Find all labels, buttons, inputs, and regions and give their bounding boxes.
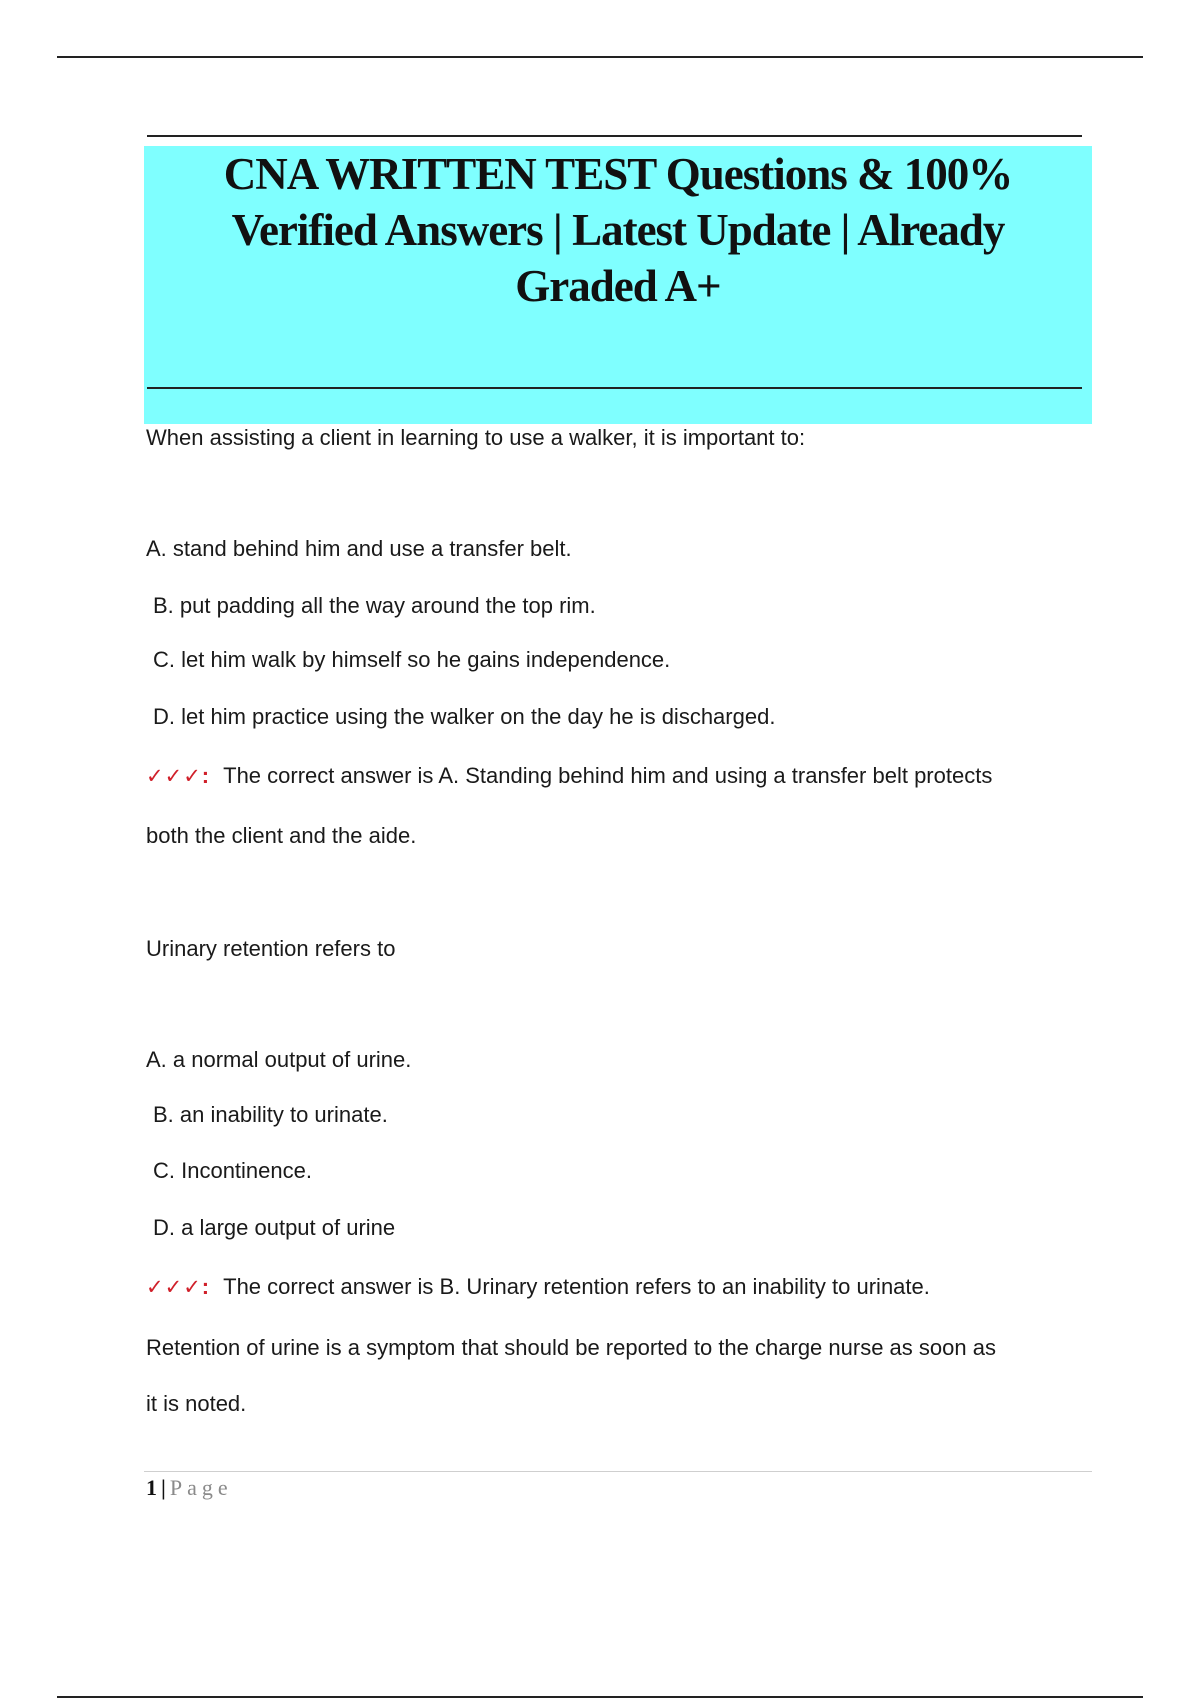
question-2-option-c: C. Incontinence.	[153, 1158, 312, 1183]
title-line-2: Verified Answers | Latest Update | Already	[231, 205, 1005, 255]
title-line-3: Graded A+	[515, 261, 721, 311]
question-2-answer-text-1: The correct answer is B. Urinary retention refers to an inability to urinate.	[223, 1274, 930, 1299]
question-1-answer-line-2: both the client and the aide.	[146, 823, 417, 848]
question-1-option-d: D. let him practice using the walker on the day he is discharged.	[153, 704, 776, 729]
title-top-rule	[147, 135, 1082, 137]
title-line-1: CNA WRITTEN TEST Questions & 100%	[223, 149, 1013, 199]
page-number: 1	[146, 1475, 157, 1500]
checkmark-icon: ✓✓✓	[146, 764, 202, 788]
question-2-option-a: A. a normal output of urine.	[146, 1047, 412, 1072]
question-1-answer-line-1	[146, 762, 992, 790]
question-2-answer-line-3: it is noted.	[146, 1391, 247, 1416]
question-1-answer-text-1: The correct answer is A. Standing behind him and using a transfer belt protects	[223, 763, 993, 788]
question-2-option-d: D. a large output of urine	[153, 1215, 396, 1240]
answer-colon: :	[201, 763, 210, 788]
title-bottom-rule	[147, 387, 1082, 389]
checkmark-icon: ✓✓✓	[146, 1275, 202, 1299]
question-1-option-c: C. let him walk by himself so he gains independence.	[153, 647, 671, 672]
page-top-rule	[57, 56, 1143, 58]
page-bottom-rule	[57, 1696, 1143, 1698]
question-2-answer-line-2: Retention of urine is a symptom that should be reported to the charge nurse as soon as	[146, 1335, 996, 1360]
page-label: Page	[169, 1475, 233, 1500]
document-title	[144, 146, 1092, 314]
question-2-option-b: B. an inability to urinate.	[153, 1102, 388, 1127]
page-footer	[146, 1474, 233, 1502]
question-1-prompt: When assisting a client in learning to use a walker, it is important to:	[146, 425, 806, 450]
question-1-option-a: A. stand behind him and use a transfer belt.	[146, 536, 572, 561]
question-2-prompt: Urinary retention refers to	[146, 936, 396, 961]
answer-colon: :	[201, 1274, 210, 1299]
footer-rule	[144, 1471, 1092, 1472]
page-separator: |	[161, 1475, 166, 1500]
question-2-answer-line-1	[146, 1273, 930, 1301]
question-1-option-b: B. put padding all the way around the top rim.	[153, 593, 596, 618]
